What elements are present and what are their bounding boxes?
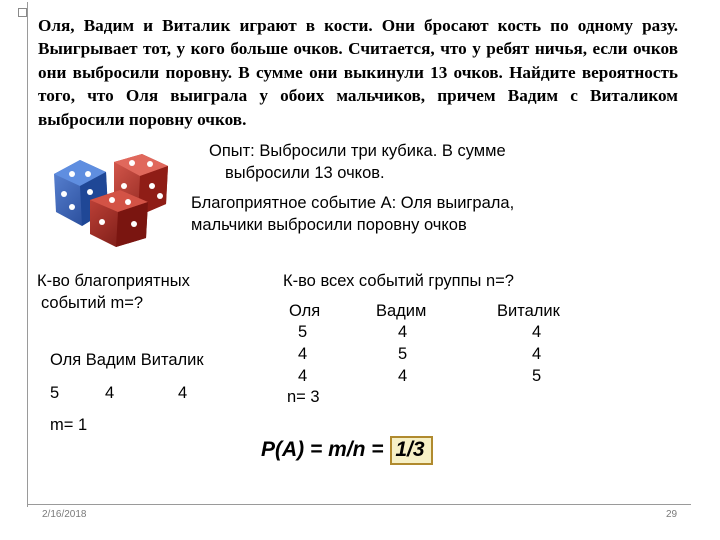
event-line-1: Благоприятное событие А: Оля выиграла, [191,194,515,212]
favorable-header: Оля Вадим Виталик [50,351,204,369]
favorable-value-vitalik: 4 [178,384,188,402]
all-events-header-vadim: Вадим [376,302,427,320]
probability-result [261,436,433,465]
footer-page-number: 29 [666,509,678,520]
all-events-header-vitalik: Виталик [497,302,560,320]
favorable-value-vadim: 4 [105,384,115,402]
table-cell: 4 [398,367,408,385]
dice-illustration [50,152,185,247]
footer-date: 2/16/2018 [42,509,87,520]
all-events-n: n= 3 [287,388,320,406]
table-cell: 4 [532,323,542,341]
probability-formula: P(A) = m/n = [261,438,390,461]
slide-corner-marker [18,8,27,17]
favorable-value-olya: 5 [50,384,60,402]
table-cell: 4 [532,345,542,363]
table-cell: 4 [298,345,308,363]
event-line-2: мальчики выбросили поровну очков [191,216,467,234]
experiment-line-1: Опыт: Выбросили три кубика. В сумме [209,142,506,160]
all-events-header-olya: Оля [289,302,321,320]
favorable-title-line-2: событий m=? [41,294,144,312]
table-cell: 5 [398,345,408,363]
experiment-line-2: выбросили 13 очков. [225,164,385,182]
slide-frame-left [27,2,28,507]
table-cell: 4 [398,323,408,341]
favorable-title-line-1: К-во благоприятных [37,272,190,290]
all-events-title: К-во всех событий группы n=? [283,272,514,290]
problem-statement: Оля, Вадим и Виталик играют в кости. Они бросают кость по одному разу. Выигрывает тот, у кого больше очков. Считается, что у ребят ничья, если очков они выбросили поровну. В сумме они выкинули 13 очков. Найдите вероятность того, что Оля выиграла у обоих мальчиков, причем Вадим с Виталиком выбросили поровну очков. [38,16,678,129]
favorable-m: m= 1 [50,416,88,434]
answer-box: 1/3 [390,436,432,465]
table-cell: 5 [532,367,542,385]
table-cell: 4 [298,367,308,385]
red-die-front [90,190,148,247]
table-cell: 5 [298,323,308,341]
slide-frame-bottom [27,504,691,505]
